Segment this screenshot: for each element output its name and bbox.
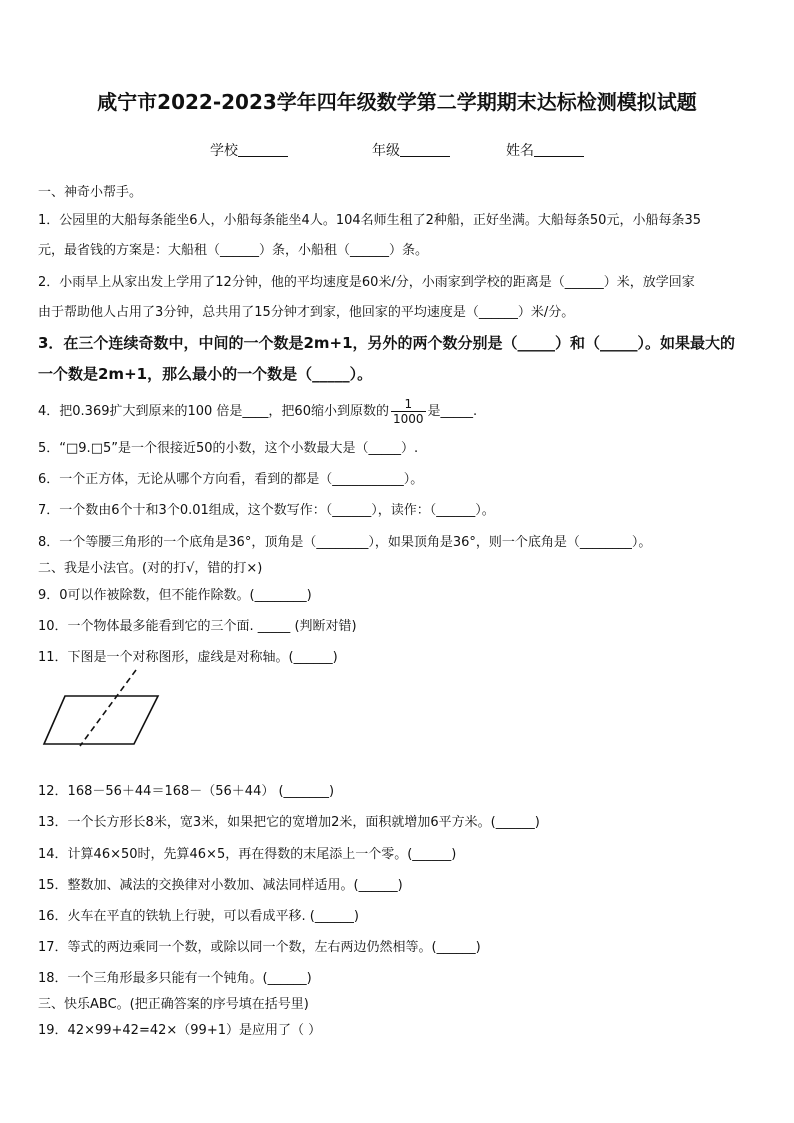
question-4-prefix: 4．把0.369扩大到原来的100 倍是____，把60缩小到原数的 (38, 404, 389, 419)
section-heading-2: 二、我是小法官。(对的打√，错的打×) (38, 561, 263, 576)
school-field (210, 140, 288, 160)
question-4 (38, 397, 477, 426)
name-field (506, 140, 584, 160)
symmetry-axis-dashed-line (80, 670, 136, 746)
question-5: 5．“□9.□5”是一个很接近50的小数，这个小数最大是（_____）. (38, 441, 419, 456)
grade-blank (400, 142, 450, 157)
section-heading-3: 三、快乐ABC。(把正确答案的序号填在括号里) (38, 997, 309, 1012)
question-3-line-1: 3．在三个连续奇数中，中间的一个数是2m+1，另外的两个数分别是（_____）和（_____）。如果最大的 (38, 334, 736, 352)
question-17: 17．等式的两边乘同一个数，或除以同一个数，左右两边仍然相等。(______) (38, 940, 481, 955)
name-blank (534, 142, 584, 157)
question-6: 6．一个正方体，无论从哪个方向看，看到的都是（___________）。 (38, 472, 424, 487)
question-1-line-2: 元，最省钱的方案是：大船租（______）条，小船租（______）条。 (38, 243, 429, 258)
fraction-numerator: 1 (391, 397, 426, 412)
question-14: 14．计算46×50时，先算46×5，再在得数的末尾添上一个零。(______) (38, 847, 457, 862)
question-13: 13．一个长方形长8米，宽3米，如果把它的宽增加2米，面积就增加6平方米。(______) (38, 815, 540, 830)
question-18: 18．一个三角形最多只能有一个钝角。(______) (38, 971, 312, 986)
question-2-line-1: 2．小雨早上从家出发上学用了12分钟，他的平均速度是60米/分，小雨家到学校的距离是（______）米，放学回家 (38, 275, 695, 290)
school-label: 学校 (210, 143, 238, 159)
school-blank (238, 142, 288, 157)
question-9: 9．0可以作被除数，但不能作除数。(________) (38, 588, 312, 603)
question-1-line-1: 1．公园里的大船每条能坐6人，小船每条能坐4人。104名师生租了2种船，正好坐满。大船每条50元，小船每条35 (38, 213, 701, 228)
fraction-denominator: 1000 (392, 412, 424, 426)
question-11: 11．下图是一个对称图形，虚线是对称轴。(______) (38, 650, 338, 665)
question-10: 10．一个物体最多能看到它的三个面. _____ (判断对错) (38, 619, 357, 634)
section-heading-1: 一、神奇小帮手。 (38, 185, 143, 200)
question-7: 7．一个数由6个十和3个0.01组成，这个数写作：（______），读作：（______）。 (38, 503, 495, 518)
question-4-suffix: 是_____. (427, 404, 478, 419)
question-16: 16．火车在平直的铁轨上行驶，可以看成平移. (______) (38, 909, 359, 924)
grade-field (372, 140, 450, 160)
grade-label: 年级 (372, 143, 400, 159)
parallelogram-figure (40, 668, 170, 748)
question-2-line-2: 由于帮助他人占用了3分钟，总共用了15分钟才到家，他回家的平均速度是（______）米/分。 (38, 305, 575, 320)
question-12: 12．168－56＋44＝168－（56＋44） (_______) (38, 784, 335, 799)
question-3-line-2: 一个数是2m+1，那么最小的一个数是（_____）。 (38, 365, 373, 383)
fraction (391, 397, 426, 426)
parallelogram-shape (44, 696, 158, 744)
exam-title: 咸宁市2022-2023学年四年级数学第二学期期末达标检测模拟试题 (97, 90, 697, 114)
question-8: 8．一个等腰三角形的一个底角是36°，顶角是（________），如果顶角是36°，则一个底角是（________）。 (38, 535, 652, 550)
question-15: 15．整数加、减法的交换律对小数加、减法同样适用。(______) (38, 878, 403, 893)
question-19: 19．42×99+42=42×（99+1）是应用了（ ） (38, 1023, 322, 1038)
name-label: 姓名 (506, 143, 534, 159)
